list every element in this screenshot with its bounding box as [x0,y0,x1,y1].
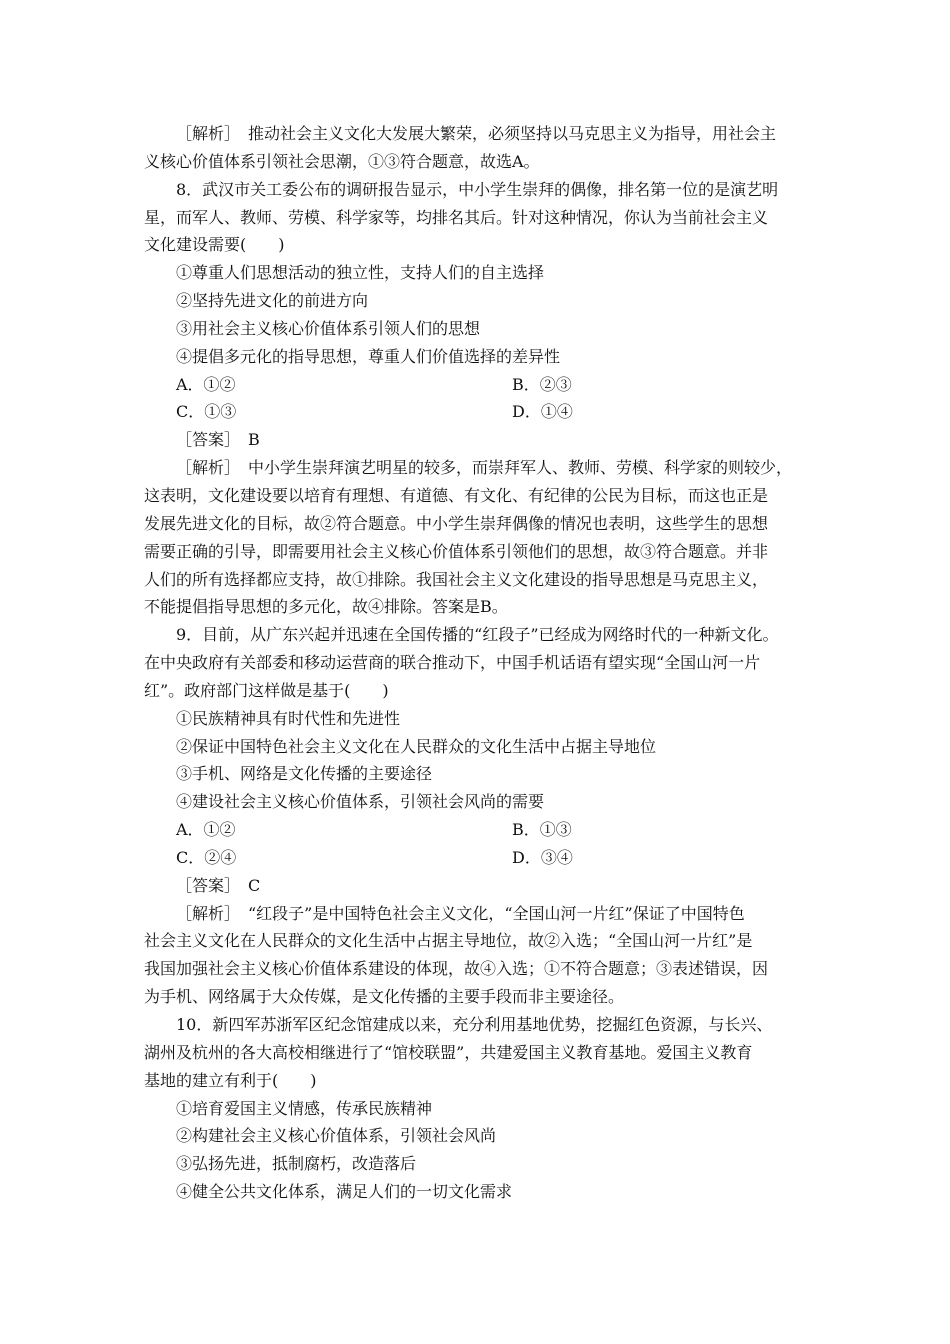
document-body [144,120,812,1206]
text-line: ［解析］ “红段子”是中国特色社会主义文化，“全国山河一片红”保证了中国特色 [176,903,745,923]
text-line: 发展先进文化的目标，故②符合题意。中小学生崇拜偶像的情况也表明，这些学生的思想 [144,513,769,533]
text-line: 需要正确的引导，即需要用社会主义核心价值体系引领他们的思想，故③符合题意。并非 [144,541,769,561]
text-line: ［解析］ 中小学生崇拜演艺明星的较多，而崇拜军人、教师、劳模、科学家的则较少， [176,458,793,478]
text-line: 人们的所有选择都应支持，故①排除。我国社会主义文化建设的指导思想是马克思主义， [144,569,769,589]
text-line: 9．目前，从广东兴起并迅速在全国传播的“红段子”已经成为网络时代的一种新文化。 [176,625,779,645]
text-line: 红”。政府部门这样做是基于( ) [144,680,389,700]
text-line: ②坚持先进文化的前进方向 [176,291,369,311]
option-right: B．①③ [512,820,572,840]
text-line: ①民族精神具有时代性和先进性 [176,708,401,728]
text-line: 文化建设需要( ) [144,235,285,255]
text-line: ②构建社会主义核心价值体系，引领社会风尚 [176,1126,497,1146]
text-line: 不能提倡指导思想的多元化，故④排除。答案是B。 [144,597,508,617]
text-line: 我国加强社会主义核心价值体系建设的体现，故④入选；①不符合题意；③表述错误，因 [144,959,769,979]
text-line: ①培育爱国主义情感，传承民族精神 [176,1098,433,1118]
text-line: ④健全公共文化体系，满足人们的一切文化需求 [176,1182,513,1202]
text-line: 这表明，文化建设要以培育有理想、有道德、有文化、有纪律的公民为目标，而这也正是 [144,485,769,505]
text-line: 湖州及杭州的各大高校相继进行了“馆校联盟”，共建爱国主义教育基地。爱国主义教育 [144,1042,753,1062]
answer-options-row [144,816,812,844]
text-line: 义核心价值体系引领社会思潮，①③符合题意，故选A。 [144,151,540,171]
option-right: D．③④ [512,847,573,867]
answer-options-row [144,398,812,426]
text-line: 10．新四军苏浙军区纪念馆建成以来，充分利用基地优势，挖掘红色资源，与长兴、 [176,1015,773,1034]
text-line: ［答案］ B [176,430,260,450]
option-left: A．①② [176,820,236,840]
text-line: 为手机、网络属于大众传媒，是文化传播的主要手段而非主要途径。 [144,987,625,1007]
text-line: ②保证中国特色社会主义文化在人民群众的文化生活中占据主导地位 [176,736,657,756]
option-left: C．②④ [176,847,237,867]
text-line: ①尊重人们思想活动的独立性，支持人们的自主选择 [176,263,545,283]
text-line: ④建设社会主义核心价值体系，引领社会风尚的需要 [176,792,545,812]
answer-options-row [144,371,812,399]
option-left: C．①③ [176,402,237,422]
answer-options-row [144,844,812,872]
text-line: 社会主义文化在人民群众的文化生活中占据主导地位，故②入选；“全国山河一片红”是 [144,931,753,951]
text-line: ③弘扬先进，抵制腐朽，改造落后 [176,1154,417,1174]
text-line: 8．武汉市关工委公布的调研报告显示，中小学生崇拜的偶像，排名第一位的是演艺明 [176,179,779,199]
text-line: 在中央政府有关部委和移动运营商的联合推动下，中国手机话语有望实现“全国山河一片 [144,653,761,673]
option-right: B．②③ [512,374,572,394]
text-line: ③手机、网络是文化传播的主要途径 [176,764,433,784]
text-line: 基地的建立有利于( ) [144,1070,317,1090]
option-right: D．①④ [512,402,573,422]
text-line: ［解析］ 推动社会主义文化大发展大繁荣，必须坚持以马克思主义为指导，用社会主 [176,124,777,143]
text-line: ③用社会主义核心价值体系引领人们的思想 [176,318,481,338]
text-line: ④提倡多元化的指导思想，尊重人们价值选择的差异性 [176,346,561,366]
text-line: 星，而军人、教师、劳模、科学家等，均排名其后。针对这种情况，你认为当前社会主义 [144,207,769,227]
option-left: A．①② [176,374,236,394]
text-line: ［答案］ C [176,875,261,895]
